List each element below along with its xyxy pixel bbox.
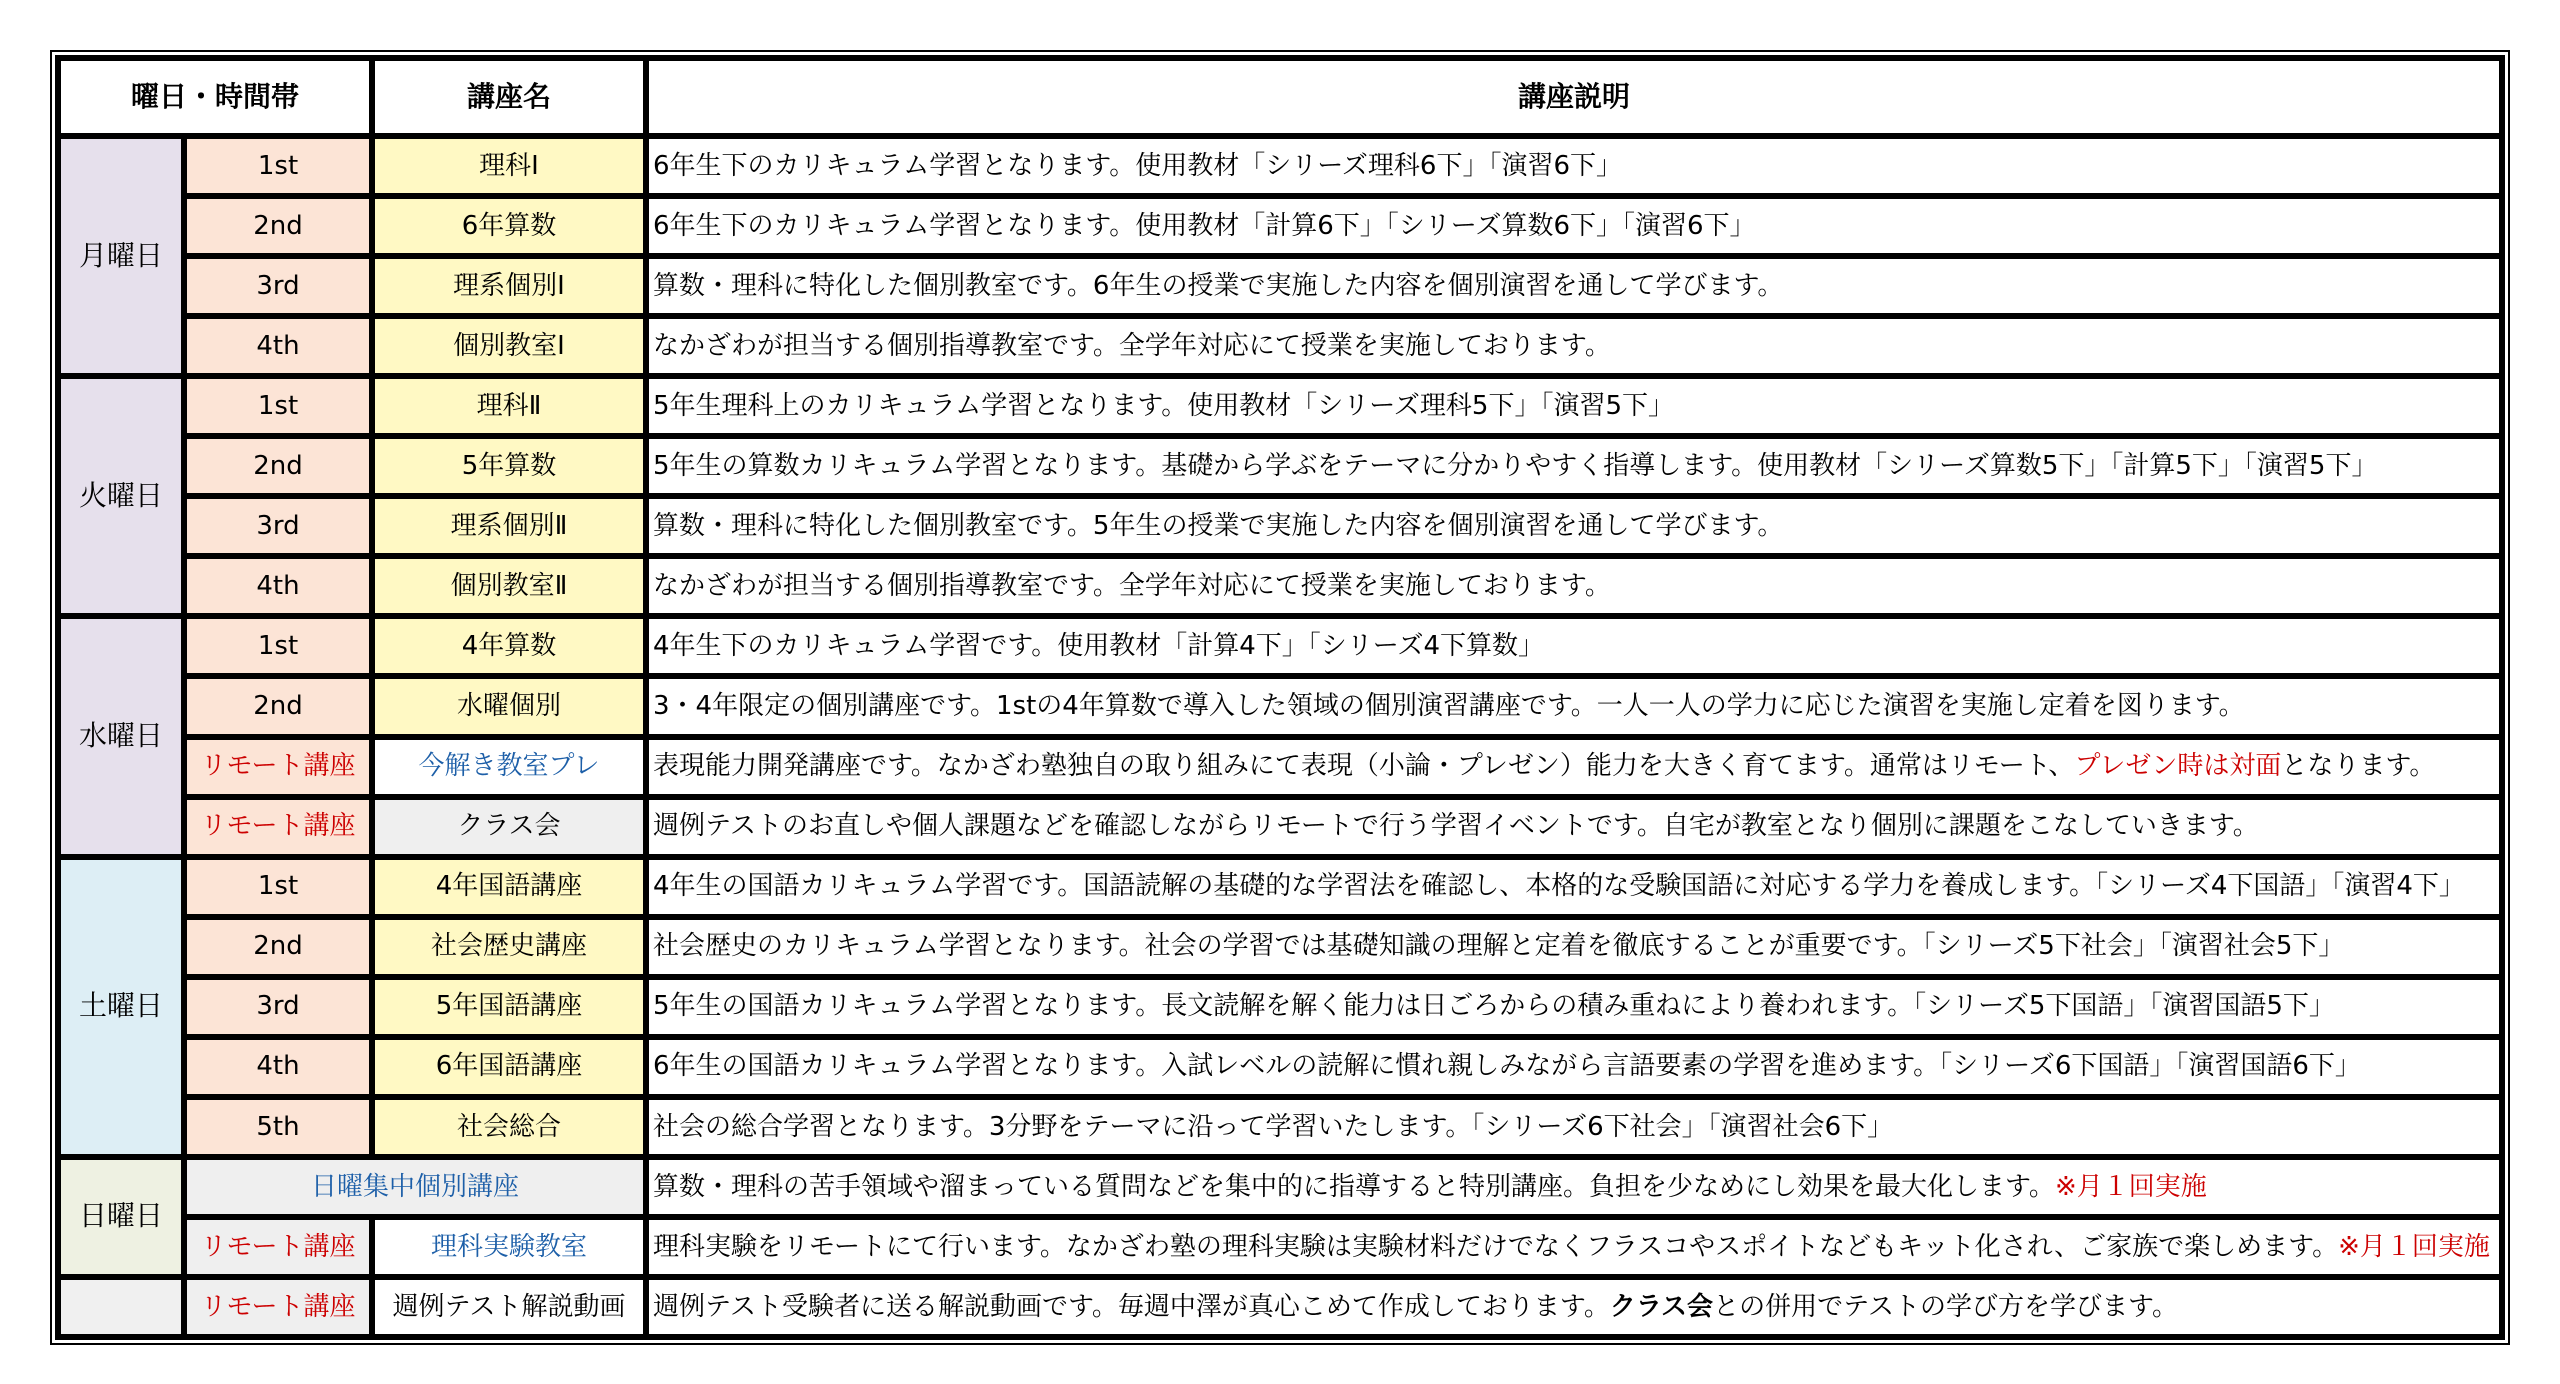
- course-name: 理系個別Ⅱ: [372, 496, 646, 556]
- table-row: [58, 196, 2502, 256]
- remote-slot-label: リモート講座: [184, 737, 372, 797]
- day-wednesday: 水曜日: [58, 616, 184, 856]
- time-slot: 4th: [184, 556, 372, 616]
- course-description: 社会歴史のカリキュラム学習となります。社会の学習では基礎知識の理解と定着を徹底することが重要です。「シリーズ5下社会」「演習社会5下」: [646, 917, 2502, 977]
- description-tail: となります。: [2281, 751, 2436, 782]
- description-text: 理科実験をリモートにて行います。なかざわ塾の理科実験は実験材料だけでなくフラスコやスポイトなどもキット化され、ご家族で楽しめます。: [653, 1231, 2339, 1262]
- course-name: 理系個別Ⅰ: [372, 256, 646, 316]
- table-row: [58, 316, 2502, 376]
- time-slot: 3rd: [184, 256, 372, 316]
- table-row: [58, 376, 2502, 436]
- course-description: 3・4年限定の個別講座です。1stの4年算数で導入した領域の個別演習講座です。一人一人の学力に応じた演習を実施し定着を図ります。: [646, 676, 2502, 736]
- course-description: [646, 1217, 2502, 1277]
- table-row: [58, 1037, 2502, 1097]
- course-name: 社会総合: [372, 1097, 646, 1157]
- time-slot: 2nd: [184, 436, 372, 496]
- day-saturday: 土曜日: [58, 857, 184, 1157]
- table-row: [58, 917, 2502, 977]
- table-row: [58, 857, 2502, 917]
- time-slot: 2nd: [184, 196, 372, 256]
- day-sunday: 日曜日: [58, 1157, 184, 1277]
- table-row: [58, 676, 2502, 736]
- header-course: 講座名: [372, 58, 646, 136]
- course-description: 5年生理科上のカリキュラム学習となります。使用教材「シリーズ理科5下」「演習5下」: [646, 376, 2502, 436]
- time-slot: 3rd: [184, 977, 372, 1037]
- course-description: 4年生の国語カリキュラム学習です。国語読解の基礎的な学習法を確認し、本格的な受験国語に対応する学力を養成します。「シリーズ4下国語」「演習4下」: [646, 857, 2502, 917]
- course-name: 個別教室Ⅰ: [372, 316, 646, 376]
- course-name: 水曜個別: [372, 676, 646, 736]
- course-name: 5年算数: [372, 436, 646, 496]
- time-slot: 3rd: [184, 496, 372, 556]
- day-tuesday: 火曜日: [58, 376, 184, 616]
- description-bold: クラス会: [1609, 1291, 1714, 1322]
- time-slot: 2nd: [184, 917, 372, 977]
- course-description: 4年生下のカリキュラム学習です。使用教材「計算4下」「シリーズ4下算数」: [646, 616, 2502, 676]
- table-row: [58, 556, 2502, 616]
- course-name: 理科Ⅱ: [372, 376, 646, 436]
- course-description: 算数・理科に特化した個別教室です。6年生の授業で実施した内容を個別演習を通して学びます。: [646, 256, 2502, 316]
- time-slot: 2nd: [184, 676, 372, 736]
- table-row: [58, 737, 2502, 797]
- course-description: 5年生の算数カリキュラム学習となります。基礎から学ぶをテーマに分かりやすく指導します。使用教材「シリーズ算数5下」「計算5下」「演習5下」: [646, 436, 2502, 496]
- table-row: [58, 256, 2502, 316]
- course-name: 4年国語講座: [372, 857, 646, 917]
- header-description: 講座説明: [646, 58, 2502, 136]
- course-description: なかざわが担当する個別指導教室です。全学年対応にて授業を実施しております。: [646, 316, 2502, 376]
- table-row: [58, 1217, 2502, 1277]
- course-description: [646, 1157, 2502, 1217]
- course-description: [646, 1277, 2502, 1337]
- course-description: 社会の総合学習となります。3分野をテーマに沿って学習いたします。「シリーズ6下社会」「演習社会6下」: [646, 1097, 2502, 1157]
- table-row: [58, 616, 2502, 676]
- course-name: 5年国語講座: [372, 977, 646, 1037]
- course-description: 6年生の国語カリキュラム学習となります。入試レベルの読解に慣れ親しみながら言語要素の学習を進めます。「シリーズ6下国語」「演習国語6下」: [646, 1037, 2502, 1097]
- table-row: [58, 496, 2502, 556]
- schedule-table: [55, 55, 2505, 1340]
- time-slot: 5th: [184, 1097, 372, 1157]
- course-name: 6年国語講座: [372, 1037, 646, 1097]
- course-description: 5年生の国語カリキュラム学習となります。長文読解を解く能力は日ごろからの積み重ねにより養われます。「シリーズ5下国語」「演習国語5下」: [646, 977, 2502, 1037]
- time-slot: 1st: [184, 857, 372, 917]
- description-highlight: ※月１回実施: [2338, 1231, 2490, 1262]
- course-name: 6年算数: [372, 196, 646, 256]
- course-name: 週例テスト解説動画: [372, 1277, 646, 1337]
- empty-day-cell: [58, 1277, 184, 1337]
- course-name: 社会歴史講座: [372, 917, 646, 977]
- table-row: [58, 1157, 2502, 1217]
- time-slot: 1st: [184, 136, 372, 196]
- course-name: 理科実験教室: [372, 1217, 646, 1277]
- header-row: [58, 58, 2502, 136]
- course-description: 週例テストのお直しや個人課題などを確認しながらリモートで行う学習イベントです。自宅が教室となり個別に課題をこなしていきます。: [646, 797, 2502, 857]
- remote-slot-label: リモート講座: [184, 1277, 372, 1337]
- course-description: 6年生下のカリキュラム学習となります。使用教材「計算6下」「シリーズ算数6下」「演習6下」: [646, 196, 2502, 256]
- table-row: [58, 1097, 2502, 1157]
- description-highlight: プレゼン時は対面: [2074, 751, 2282, 782]
- table-row: [58, 977, 2502, 1037]
- table-row: [58, 797, 2502, 857]
- course-description: 算数・理科に特化した個別教室です。5年生の授業で実施した内容を個別演習を通して学びます。: [646, 496, 2502, 556]
- description-text: 表現能力開発講座です。なかざわ塾独自の取り組みにて表現（小論・プレゼン）能力を大きく育てます。通常はリモート、: [653, 751, 2075, 782]
- table-row: [58, 136, 2502, 196]
- course-description: なかざわが担当する個別指導教室です。全学年対応にて授業を実施しております。: [646, 556, 2502, 616]
- course-name: 今解き教室プレ: [372, 737, 646, 797]
- course-name: 理科Ⅰ: [372, 136, 646, 196]
- course-description: [646, 737, 2502, 797]
- time-slot: 1st: [184, 376, 372, 436]
- course-name: 日曜集中個別講座: [184, 1157, 646, 1217]
- day-monday: 月曜日: [58, 136, 184, 376]
- remote-slot-label: リモート講座: [184, 797, 372, 857]
- time-slot: 4th: [184, 316, 372, 376]
- header-day-time: 曜日・時間帯: [58, 58, 372, 136]
- course-name: 個別教室Ⅱ: [372, 556, 646, 616]
- description-tail: との併用でテストの学び方を学びます。: [1713, 1291, 2178, 1322]
- course-name: クラス会: [372, 797, 646, 857]
- time-slot: 4th: [184, 1037, 372, 1097]
- course-description: 6年生下のカリキュラム学習となります。使用教材「シリーズ理科6下」「演習6下」: [646, 136, 2502, 196]
- description-highlight: ※月１回実施: [2054, 1171, 2207, 1202]
- remote-slot-label: リモート講座: [184, 1217, 372, 1277]
- table-row: [58, 436, 2502, 496]
- time-slot: 1st: [184, 616, 372, 676]
- description-text: 算数・理科の苦手領域や溜まっている質問などを集中的に指導すると特別講座。負担を少なめにし効果を最大化します。: [653, 1171, 2055, 1202]
- table-row: [58, 1277, 2502, 1337]
- course-name: 4年算数: [372, 616, 646, 676]
- description-text: 週例テスト受験者に送る解説動画です。毎週中澤が真心こめて作成しております。: [653, 1291, 1610, 1322]
